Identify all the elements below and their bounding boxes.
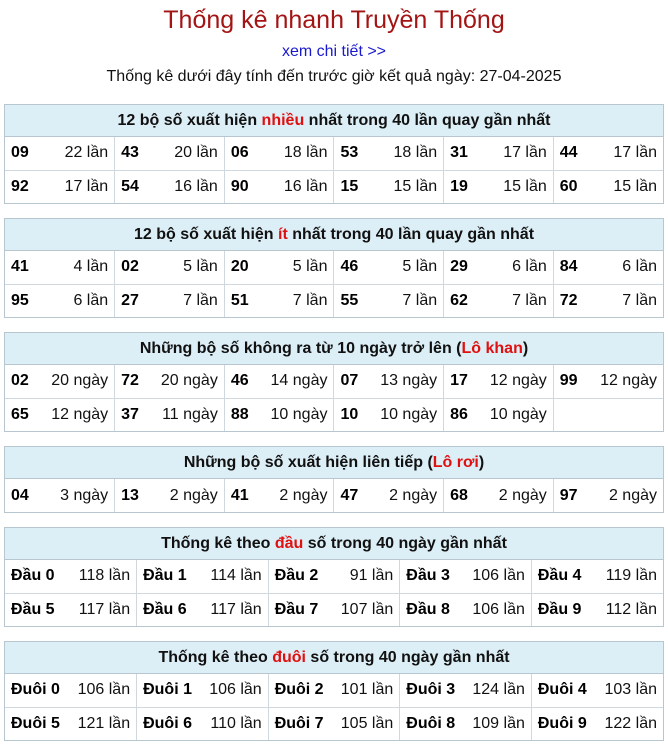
stat-cell (553, 398, 663, 431)
stat-cell (137, 560, 269, 593)
stat-count: 16 lần (174, 177, 218, 195)
stat-count: 5 lần (292, 258, 328, 276)
stat-number: 13 (121, 486, 139, 504)
stat-number: Đầu 6 (143, 600, 187, 618)
stat-count: 11 ngày (162, 405, 218, 423)
stat-number: 10 (340, 405, 359, 423)
stat-count: 2 ngày (608, 486, 657, 504)
stat-number: 02 (11, 372, 29, 390)
stat-number: Đuôi 7 (274, 714, 324, 732)
stat-cell (444, 137, 554, 170)
stat-number: Đuôi 9 (537, 714, 587, 732)
stat-number: 60 (559, 177, 578, 195)
stat-count: 12 ngày (51, 405, 109, 423)
stat-cell (444, 479, 554, 512)
table-row (5, 398, 663, 431)
stat-number: 92 (11, 177, 29, 195)
stat-number: 95 (11, 291, 29, 309)
stat-count: 7 lần (292, 291, 328, 309)
stat-count: 17 lần (64, 177, 109, 195)
stat-cell (268, 707, 400, 740)
stat-cell (115, 137, 225, 170)
stat-cell (334, 137, 444, 170)
stat-cell (5, 560, 137, 593)
stat-count: 106 lần (472, 600, 525, 618)
stat-number: 72 (559, 291, 578, 309)
stat-count: 12 ngày (600, 372, 657, 390)
stat-count: 121 lần (77, 714, 131, 732)
section-title: Những bộ số xuất hiện liên tiếp (Lô rơi) (5, 447, 663, 479)
stat-cell (5, 398, 115, 431)
stat-number: 88 (230, 405, 249, 423)
stat-count: 105 lần (340, 714, 394, 732)
stat-count: 20 ngày (160, 372, 218, 390)
stat-count: 6 lần (512, 258, 547, 276)
stat-cell (224, 365, 334, 398)
stat-number: 46 (340, 258, 359, 276)
stat-count: 91 lần (349, 567, 394, 585)
stat-number: Đầu 5 (11, 600, 55, 618)
stat-number: Đầu 3 (406, 567, 450, 585)
stat-count: 101 lần (340, 681, 394, 699)
stat-number: 44 (559, 144, 578, 162)
stat-number: 09 (11, 144, 29, 162)
section-title: Những bộ số không ra từ 10 ngày trở lên (Lô khan) (5, 333, 663, 365)
stat-number: Đầu 9 (537, 600, 582, 618)
stat-cell (5, 365, 115, 398)
stat-count: 117 lần (210, 600, 262, 618)
stat-count: 20 ngày (51, 372, 109, 390)
stat-cell (224, 170, 334, 203)
stat-count: 20 lần (174, 144, 218, 162)
stat-cell (400, 560, 532, 593)
stat-cell (5, 674, 137, 707)
stat-number: 53 (340, 144, 359, 162)
stat-count: 5 lần (183, 258, 218, 276)
stat-cell (137, 674, 269, 707)
stat-cell (5, 170, 115, 203)
stat-count: 18 lần (393, 144, 438, 162)
stat-count: 2 ngày (279, 486, 328, 504)
stat-cell (553, 137, 663, 170)
stat-cell (334, 170, 444, 203)
stat-count: 103 lần (604, 681, 657, 699)
stat-count: 17 lần (503, 144, 547, 162)
stats-table (5, 674, 663, 740)
stat-count: 15 lần (393, 177, 438, 195)
stat-count: 10 ngày (380, 405, 438, 423)
stat-count: 13 ngày (380, 372, 438, 390)
table-row (5, 365, 663, 398)
stat-number: Đuôi 5 (11, 714, 60, 732)
stat-count: 112 lần (605, 600, 657, 618)
stat-number: Đuôi 2 (274, 681, 324, 699)
head-digit-section (4, 527, 664, 627)
stat-count: 2 ngày (498, 486, 547, 504)
stat-cell (224, 479, 334, 512)
stat-cell (268, 560, 400, 593)
stat-cell (115, 479, 225, 512)
stat-number: 46 (230, 372, 249, 390)
table-row (5, 137, 663, 170)
stat-cell (5, 479, 115, 512)
stat-cell (224, 137, 334, 170)
stat-count: 3 ngày (60, 486, 109, 504)
stat-number: 47 (340, 486, 359, 504)
stat-cell (5, 593, 137, 626)
stat-cell (531, 674, 663, 707)
stat-count: 10 ngày (489, 405, 547, 423)
stat-cell (334, 479, 444, 512)
stat-number: Đầu 0 (11, 567, 55, 585)
stat-cell (400, 674, 532, 707)
table-row (5, 593, 663, 626)
stat-cell (5, 284, 115, 317)
stat-count: 117 lần (78, 600, 131, 618)
section-title: Thống kê theo đuôi số trong 40 ngày gần nhất (5, 642, 663, 674)
table-row (5, 170, 663, 203)
stat-number: 62 (450, 291, 468, 309)
stat-number: 06 (230, 144, 249, 162)
table-row (5, 560, 663, 593)
stat-cell (224, 284, 334, 317)
stat-number: 41 (11, 258, 29, 276)
stat-cell (334, 398, 444, 431)
stat-number: 65 (11, 405, 29, 423)
stat-cell (5, 707, 137, 740)
stat-cell (5, 137, 115, 170)
stat-number: Đầu 4 (537, 567, 582, 585)
stat-cell (553, 251, 663, 284)
stat-cell (115, 398, 225, 431)
section-title: 12 bộ số xuất hiện nhiều nhất trong 40 lần quay gần nhất (5, 105, 663, 137)
stat-count: 12 ngày (489, 372, 547, 390)
stat-cell (400, 707, 532, 740)
stat-number: 41 (230, 486, 249, 504)
stat-count: 107 lần (340, 600, 394, 618)
stat-number: Đuôi 6 (143, 714, 192, 732)
stats-table (5, 560, 663, 626)
stat-count: 5 lần (402, 258, 438, 276)
stat-count: 2 ngày (389, 486, 438, 504)
section-title: Thống kê theo đầu số trong 40 ngày gần nhất (5, 528, 663, 560)
stat-number: 29 (450, 258, 468, 276)
tail-digit-section (4, 641, 664, 741)
stat-number: 51 (230, 291, 249, 309)
table-row (5, 479, 663, 512)
stat-count: 6 lần (622, 258, 657, 276)
stat-cell (115, 284, 225, 317)
view-details-link[interactable]: xem chi tiết >> (281, 43, 387, 60)
table-row (5, 707, 663, 740)
stat-count: 4 lần (73, 258, 109, 276)
lo-khan-section (4, 332, 664, 432)
most-frequent-section (4, 104, 664, 204)
stat-number: 72 (121, 372, 139, 390)
stat-count: 17 lần (613, 144, 657, 162)
stat-number: Đuôi 3 (406, 681, 456, 699)
stat-count: 14 ngày (270, 372, 328, 390)
stat-cell (444, 284, 554, 317)
stat-cell (444, 398, 554, 431)
stat-number: 31 (450, 144, 468, 162)
stat-cell (334, 284, 444, 317)
stat-number: 68 (450, 486, 468, 504)
stat-number: Đuôi 4 (537, 681, 587, 699)
stat-cell (553, 284, 663, 317)
stat-count: 6 lần (73, 291, 109, 309)
stat-number: 02 (121, 258, 139, 276)
stat-cell (115, 170, 225, 203)
stat-count: 109 lần (472, 714, 525, 732)
stat-count: 10 ngày (270, 405, 328, 423)
stat-count: 18 lần (283, 144, 328, 162)
stat-number: 84 (559, 258, 578, 276)
stat-number: 97 (559, 486, 578, 504)
table-row (5, 674, 663, 707)
stat-number: 15 (340, 177, 359, 195)
stat-number: Đầu 1 (143, 567, 187, 585)
stat-cell (224, 251, 334, 284)
stat-number: 55 (340, 291, 359, 309)
stat-count: 7 lần (512, 291, 547, 309)
stat-number: 99 (559, 372, 578, 390)
stat-number: Đuôi 1 (143, 681, 192, 699)
section-title: 12 bộ số xuất hiện ít nhất trong 40 lần quay gần nhất (5, 219, 663, 251)
stat-number: Đầu 8 (406, 600, 450, 618)
stat-count: 7 lần (622, 291, 657, 309)
stat-count: 114 lần (210, 567, 262, 585)
stat-number: 27 (121, 291, 139, 309)
stat-count: 15 lần (503, 177, 547, 195)
stat-count: 16 lần (283, 177, 328, 195)
stat-cell (444, 365, 554, 398)
stat-cell (115, 365, 225, 398)
stat-number: 54 (121, 177, 139, 195)
stat-number: Đuôi 0 (11, 681, 60, 699)
stat-count: 22 lần (64, 144, 109, 162)
stats-table (5, 365, 663, 431)
stat-number: 86 (450, 405, 468, 423)
stat-cell (553, 365, 663, 398)
stat-number: Đầu 2 (274, 567, 319, 585)
stat-count: 15 lần (613, 177, 657, 195)
stat-number: 37 (121, 405, 139, 423)
table-row (5, 284, 663, 317)
stat-number: Đầu 7 (274, 600, 319, 618)
stat-count: 118 lần (78, 567, 131, 585)
stat-count: 7 lần (183, 291, 218, 309)
stat-cell (115, 251, 225, 284)
stat-cell (553, 479, 663, 512)
stat-count: 124 lần (472, 681, 525, 699)
stat-count: 2 ngày (169, 486, 218, 504)
stat-cell (553, 170, 663, 203)
stat-number: 90 (230, 177, 249, 195)
stat-count: 7 lần (402, 291, 438, 309)
stat-cell (137, 707, 269, 740)
stat-cell (137, 593, 269, 626)
stat-cell (531, 560, 663, 593)
least-frequent-section (4, 218, 664, 318)
stat-count: 110 lần (210, 714, 262, 732)
stat-count: 119 lần (605, 567, 657, 585)
stat-number: 04 (11, 486, 29, 504)
stat-cell (268, 674, 400, 707)
stat-number: 07 (340, 372, 359, 390)
table-row (5, 251, 663, 284)
stat-cell (531, 593, 663, 626)
stat-count: 106 lần (472, 567, 525, 585)
stat-number: Đuôi 8 (406, 714, 456, 732)
stat-cell (268, 593, 400, 626)
stat-number: 43 (121, 144, 139, 162)
stat-count: 106 lần (77, 681, 131, 699)
stat-cell (334, 365, 444, 398)
lo-roi-section (4, 446, 664, 513)
stat-cell (444, 251, 554, 284)
stat-number: 17 (450, 372, 468, 390)
stats-table (5, 137, 663, 203)
stat-number: 20 (230, 258, 249, 276)
stats-table (5, 251, 663, 317)
stat-cell (224, 398, 334, 431)
stat-cell (334, 251, 444, 284)
page-title: Thống kê nhanh Truyền Thống (163, 6, 505, 34)
page-subtitle: Thống kê dưới đây tính đến trước giờ kết quả ngày: 27-04-2025 (106, 68, 562, 85)
stat-cell (444, 170, 554, 203)
stat-cell (531, 707, 663, 740)
stat-cell (400, 593, 532, 626)
stat-cell (5, 251, 115, 284)
stat-count: 122 lần (604, 714, 657, 732)
stats-table (5, 479, 663, 512)
stat-count: 106 lần (209, 681, 262, 699)
stat-number: 19 (450, 177, 468, 195)
